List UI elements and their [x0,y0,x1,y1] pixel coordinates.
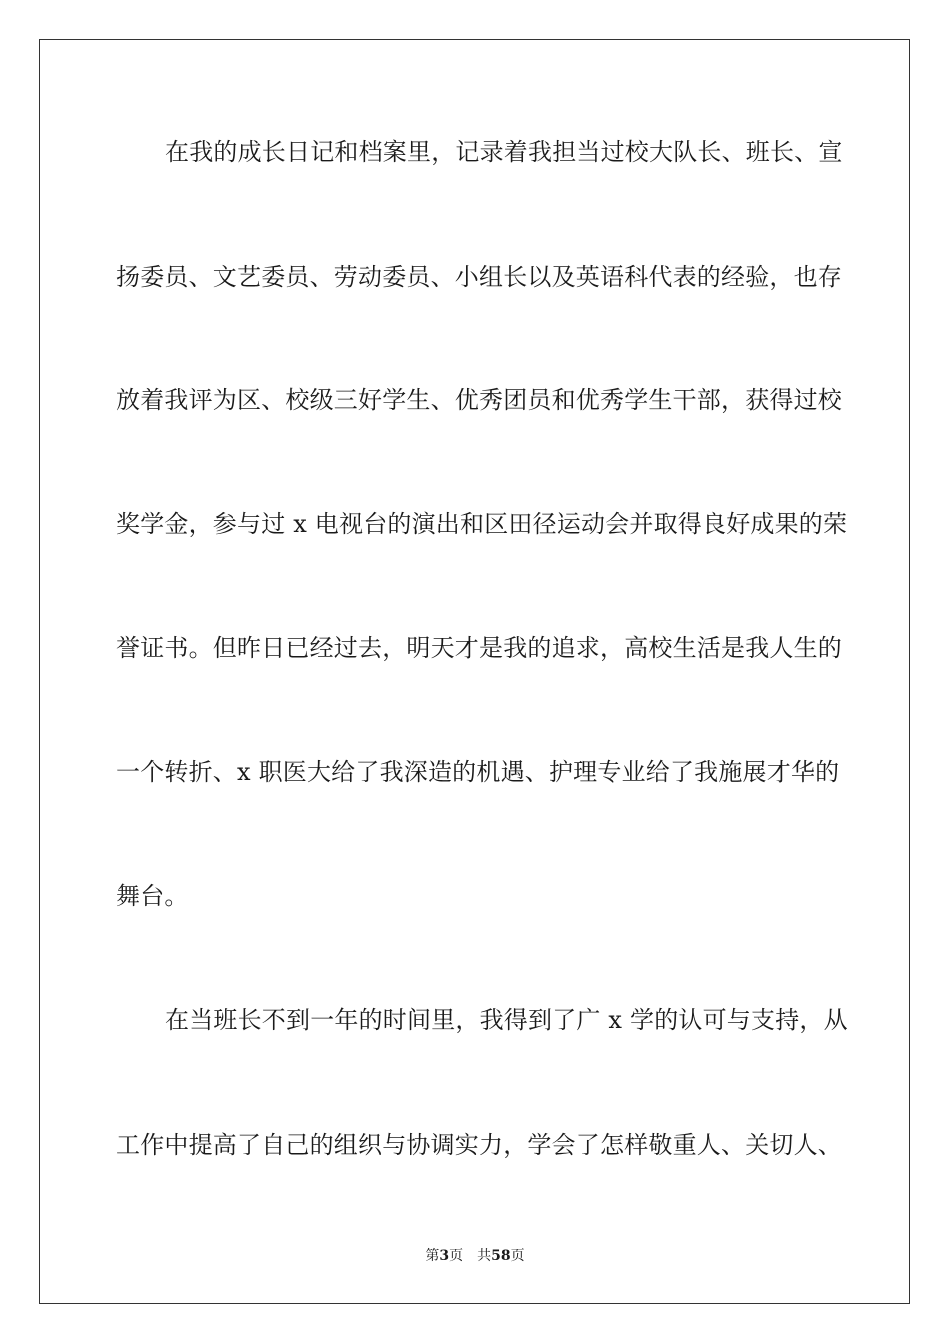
total-suffix: 页 [510,1248,525,1264]
paragraph-2-line-2: 工作中提高了自己的组织与协调实力，学会了怎样敬重人、关切人、 [116,1131,842,1159]
paragraph-1-line-7: 舞台。 [116,882,189,910]
paragraph-2-line-1: 在当班长不到一年的时间里，我得到了广 x 学的认可与支持，从 [165,1006,848,1034]
page-number: 3 [439,1248,450,1264]
page-border [39,39,910,1304]
paragraph-1-line-2: 扬委员、文艺委员、劳动委员、小组长以及英语科代表的经验，也存 [116,263,842,291]
paragraph-1-line-3: 放着我评为区、校级三好学生、优秀团员和优秀学生干部，获得过校 [116,386,842,414]
total-pages: 58 [491,1248,511,1264]
page-prefix: 第 [425,1248,440,1264]
page-suffix: 页 [449,1248,464,1264]
paragraph-1-line-4: 奖学金，参与过 x 电视台的演出和区田径运动会并取得良好成果的荣 [116,510,848,538]
total-prefix: 共 [477,1248,492,1264]
paragraph-1-line-1: 在我的成长日记和档案里，记录着我担当过校大队长、班长、宣 [165,138,843,166]
paragraph-1-line-5: 誉证书。但昨日已经过去，明天才是我的追求，高校生活是我人生的 [116,634,842,662]
page-footer [0,1247,950,1265]
paragraph-1-line-6: 一个转折、x 职医大给了我深造的机遇、护理专业给了我施展才华的 [116,758,840,786]
